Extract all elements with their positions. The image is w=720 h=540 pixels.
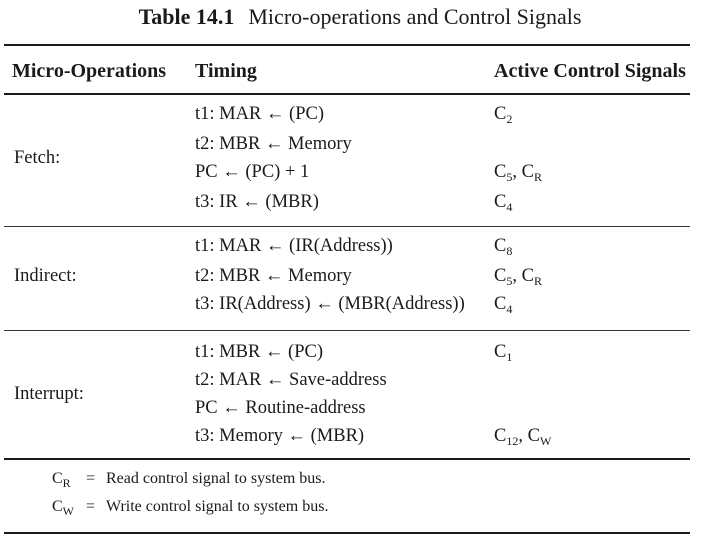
signal-subscript: R: [62, 476, 71, 490]
signal-separator: ,: [518, 426, 528, 446]
signal-prefix: C: [527, 426, 540, 446]
timing-cell: t2: MAR ← Save-address: [195, 370, 387, 390]
signal-prefix: C: [494, 294, 507, 314]
note-symbol: [52, 498, 74, 516]
top-rule: [4, 44, 690, 46]
signal-cell: [494, 162, 542, 183]
timing-cell: t1: MAR ← (IR(Address)): [195, 236, 393, 256]
signal-subscript: 5: [506, 170, 513, 184]
header-timing: Timing: [195, 60, 257, 82]
note-equals: =: [86, 470, 96, 487]
signal-subscript: R: [533, 274, 542, 288]
signal-cell: [494, 426, 551, 447]
timing-cell: t2: MBR ← Memory: [195, 134, 352, 154]
signal-prefix: C: [494, 192, 507, 212]
timing-cell: t3: IR ← (MBR): [195, 192, 319, 212]
signal-subscript: 1: [506, 350, 513, 364]
timing-cell: PC ← Routine-address: [195, 398, 366, 418]
header-micro-operations: Micro-Operations: [12, 60, 167, 82]
timing-cell: PC ← (PC) + 1: [195, 162, 310, 182]
table-number: Table 14.1: [138, 4, 235, 29]
signal-prefix: C: [521, 162, 534, 182]
signal-subscript: 12: [506, 434, 519, 448]
group-name: Interrupt:: [14, 384, 84, 404]
table-caption: Micro-operations and Control Signals: [248, 4, 582, 29]
header-active-control-signals: Active Control Signals: [494, 60, 686, 82]
header-rule: [4, 93, 690, 95]
signal-cell: [494, 342, 512, 363]
timing-cell: t2: MBR ← Memory: [195, 266, 352, 286]
signal-subscript: R: [533, 170, 542, 184]
signal-prefix: C: [494, 104, 507, 124]
group-name: Indirect:: [14, 266, 77, 286]
signal-cell: [494, 266, 542, 287]
note-text: Write control signal to system bus.: [106, 498, 329, 515]
note-symbol: [52, 470, 71, 488]
signal-subscript: 8: [506, 244, 513, 258]
note-equals: =: [86, 498, 96, 515]
group-name: Fetch:: [14, 148, 61, 168]
signal-subscript: W: [62, 504, 74, 518]
signal-cell: [494, 294, 512, 315]
group-divider: [4, 458, 690, 460]
signal-cell: [494, 236, 512, 257]
signal-cell: [494, 192, 512, 213]
signal-prefix: C: [494, 342, 507, 362]
bottom-rule: [4, 532, 690, 534]
signal-subscript: 4: [506, 200, 513, 214]
signal-prefix: C: [494, 236, 507, 256]
timing-cell: t1: MAR ← (PC): [195, 104, 325, 124]
signal-prefix: C: [494, 266, 507, 286]
signal-prefix: C: [521, 266, 534, 286]
timing-cell: t1: MBR ← (PC): [195, 342, 323, 362]
signal-prefix: C: [52, 498, 63, 515]
group-divider: [4, 226, 690, 227]
signal-subscript: W: [539, 434, 552, 448]
timing-cell: t3: Memory ← (MBR): [195, 426, 365, 446]
signal-prefix: C: [494, 426, 507, 446]
signal-separator: ,: [512, 266, 522, 286]
signal-cell: [494, 104, 512, 125]
group-divider: [4, 330, 690, 331]
table-title: [0, 4, 720, 30]
signal-subscript: 4: [506, 302, 513, 316]
signal-prefix: C: [494, 162, 507, 182]
signal-subscript: 5: [506, 274, 513, 288]
signal-prefix: C: [52, 470, 63, 487]
signal-separator: ,: [512, 162, 522, 182]
signal-subscript: 2: [506, 112, 513, 126]
note-text: Read control signal to system bus.: [106, 470, 326, 487]
timing-cell: t3: IR(Address) ← (MBR(Address)): [195, 294, 465, 314]
